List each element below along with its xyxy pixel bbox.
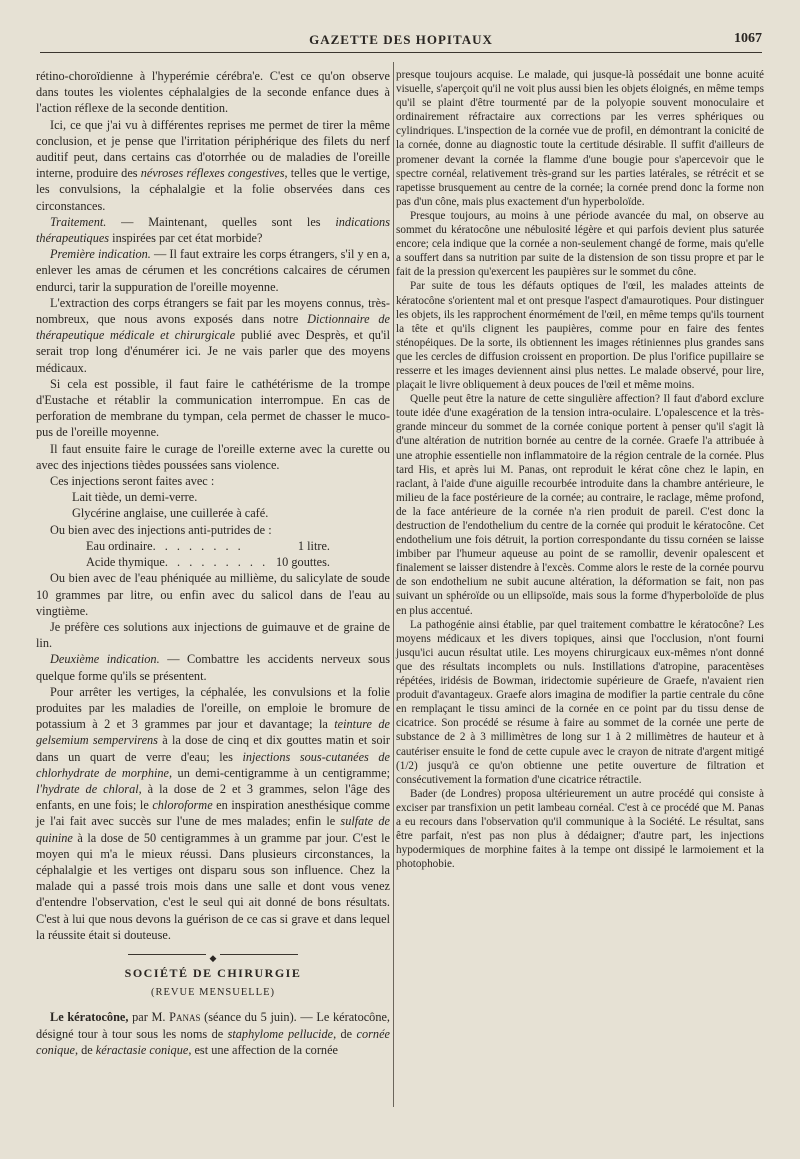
paragraph: Je préfère ces solutions aux injections de guimauve et de graine de lin. [36,619,390,651]
paragraph: Bader (de Londres) proposa ultérieurement un autre procédé qui consiste à exciser par transfixion un petit lambeau cornéal. C'est à ce procédé que M. Panas a eu recours dans l'observation qu'il communique à la Société. Le résultat, sans être parfait, n'est pas non plus à dédaigner; d'autre part, les injections hypodermiques de morphine faites à la tempe ont dissipé le larmoiement et la photophobie. [396,787,764,871]
section-separator: ◆ [128,949,298,959]
recipe-line: Glycérine anglaise, une cuillerée à café. [72,506,269,521]
paragraph: Il faut ensuite faire le curage de l'oreille externe avec la curette ou avec des injections tièdes poussées sans violence. [36,441,390,472]
page-number: 1067 [734,31,762,46]
right-column [396,68,764,871]
paragraph-second-indication: Deuxième indication. — Combattre les accidents nerveux sous quelque forme qu'ils se présentent. [36,652,390,683]
paragraph: Presque toujours, au moins à une période avancée du mal, on observe au sommet du kératocône une nébulosité légère et qui parfois devient plus saturée encore; cela indique que la cornée a non-seulement changé de forme, mais qu'elle a souffert dans sa nutrition par suite de la distension de son tissu propre et par le fait de la pression qu'exercent les paupières sur le sommet du cône. [396,209,764,279]
paragraph-first-indication: Première indication. — Il faut extraire les corps étrangers, s'il y en a, enlever les amas de cérumen et les concrétions calcaires de cérumen endurci, tarir la suppuration de l'oreille moyenne. [36,247,391,294]
paragraph: Ici, ce que j'ai vu à différentes reprises me permet de tirer la même conclusion, et je pense que l'irritation périphérique des filets du nerf auditif peut, dans certains cas d'otorrhée ou de maladies de l'oreille interne, produire des névroses réflexes congestives, telles que le vertige, les convulsions, la céphalalgie et la folie observées dans ces circonstances. [36,117,390,213]
section-subtitle: (REVUE MENSUELLE) [150,987,276,999]
paragraph: Si cela est possible, il faut faire le cathétérisme de la trompe d'Eustache et rétablir la communication interrompue. En cas de perforation de membrane du tympan, cela permet de chasser le muco-pus de l'oreille moyenne. [36,376,390,440]
section-title: SOCIÉTÉ DE CHIRURGIE [124,965,302,980]
paragraph: rétino-choroïdienne à l'hyperémie cérébra'e. C'est ce qu'on observe dans toutes les violentes céphalalgies de la seconde enfance dues à l'action réflexe de la seconde dentition. [36,69,390,116]
paragraph: Quelle peut être la nature de cette singulière affection? Il faut d'abord exclure toute idée d'une exagération de la tension intra-oculaire. L'opalescence et la très-grande minceur du sommet de la cornée conique portent à penser qu'il s'agit là d'une altération de nutrition bornée au centre de la cornée. Graefe l'a attribuée à une atrophie essentielle non inflammatoire de la région centrale de la cornée. Plus tard His, et après lui M. Panas, ont reproduit le kérat cône chez le lapin, en raclant, à l'aide d'une aiguille recourbée introduite dans la chambre antérieure, le milieu de la face postérieure de la cornée; au contraire, le raclage, même profond, de la face antérieure de la cornée n'a rien produit de pareil. C'est donc la destruction de l'endothelium du centre de la cornée qui produit le kératocône. Cet endothelium une fois détruit, la portion correspondante du tissu cornéen se laisse imbiber par l'humeur aqueuse au point de se ramollir, devenir opalescent et finalement se laisser distendre à l'excès. Comme alors le reste de la cornée pourvu de son endothelium ne subit aucune altération, la déformation se fait, non pas suivant un sphéroïde ou un ellipsoïde, mais sous la forme d'hyperboloïde de plus en plus accentué. [396,393,764,617]
paragraph-keratocone: Le kératocône, par M. Panas (séance du 5 juin). — Le kératocône, désigné tour à tour sous les noms de staphylome pellucide, de cornée conique, de kéractasie conique, est une affection de la cornée [36,1010,391,1057]
page-header [40,30,762,53]
recipe-line: Lait tiède, un demi-verre. [72,490,198,505]
paragraph: La pathogénie ainsi établie, par quel traitement combattre le kératocône? Les moyens médicaux et les divers topiques, ainsi que l'occlusion, n'ont fourni jusqu'ici aucun résultat utile. Les moyens chirurgicaux eux-mêmes n'ont donné que des résultats incomplets ou nuls. Instillations d'atropine, paracentèses répétées, iridésis de Bowman, iridectomie supérieure de Graefe, n'avaient rien produit d'avantageux. Graefe alors imagina de modifier la partie centrale du cône en remplaçant le tissu aminci de la cornée en ce point par du tissu dense de cicatrice. Son procédé se résume à faire au sommet de la cornée une perte de substance de 2 à 3 millimètres de long sur 1 à 2 millimètres de hauteur et à cautériser ensuite le fond de cette cupule avec le crayon de nitrate d'argent mitigé (1/2) jusqu'à ce qu'on obtienne une petite ouverture de filtration et consécutivement la formation d'une cicatrice rétractile. [396,618,764,786]
paragraph: presque toujours acquise. Le malade, qui jusque-là possédait une bonne acuité visuelle, s'aperçoit qu'il ne voit plus aussi bien les objets éloignés, en même temps qu'il se plaint d'être tourmenté par de la polyopie souvent monoculaire et ordinairement réfractaire aux corrections par les verres sphériques ou cylindriques. L'inspection de la cornée vue de profil, en démontrant la conicité de la cornée, donne au diagnostic toute la certitude désirable. Il suffit d'ailleurs de promener devant la cornée la flamme d'une bougie pour s'apercevoir que le spectre cornéal, relativement très-grand sur les parties latérales, se rétrécit et se rapetisse brusquement au centre de la cornée; la cornée prend donc la forme non pas d'un cône, mais plus exactement d'un hyperboloïde. [396,69,764,208]
running-title: GAZETTE DES HOPITAUX [309,32,493,47]
recipe-row: Eau ordinaire . . . . . . . . 1 litre. [86,538,330,553]
recipe-row: Acide thymique . . . . . . . . . 10 gouttes. [86,555,330,570]
paragraph: Par suite de tous les défauts optiques de l'œil, les malades atteints de kératocône s'orientent mal et ont presque l'aspect d'amaurotiques. Pour distinguer les objets, ils les rapprochent énormément de l'œil, en même temps qu'ils tournent la tête et qu'ils clignent les paupières, comme pour en faire des fentes sténopéiques. De la sorte, ils obtiennent les images rétiniennes plus grandes sans que les cercles de diffusion croissent en proportion. De plus l'orifice pupillaire se resserre et les images deviennent ainsi plus nettes. Le malade observé, pour lire, plaçait le livre obliquement à deux pouces de l'œil et même moins. [396,280,764,392]
column-divider [393,62,394,1107]
paragraph-treatment: Traitement. — Maintenant, quelles sont les indications thérapeutiques inspirées par cet état morbide? [36,214,390,246]
paragraph: L'extraction des corps étrangers se fait par les moyens connus, très-nombreux, que nous avons exposés dans notre Dictionnaire de thérapeutique médicale et chirurgicale publié avec Desprès, et qu'il serait trop long d'énumérer ici. Je ne vais parler que des moyens médicaux. [36,295,390,375]
paragraph: Ou bien avec des injections anti-putrides de : [50,522,272,537]
paragraph: Ces injections seront faites avec : [50,474,215,489]
paragraph: Ou bien avec de l'eau phéniquée au millième, du salicylate de soude 10 grammes par litre, ou enfin avec du salicol dans de l'eau au vingtième. [36,571,390,618]
left-column [36,68,390,1058]
paragraph: Pour arrêter les vertiges, la céphalée, les convulsions et la folie produites par les maladies de l'oreille, on emploie le bromure de potassium à 2 et 3 grammes par jour et davantage; la teinture de gelsemium sempervirens à la dose de cinq et dix gouttes matin et soir dans un quart de verre d'eau; les injections sous-cutanées de chlorhydrate de morphine, un demi-centigramme à un centigramme; l'hydrate de chloral, à la dose de 2 et 3 grammes, selon l'âge des enfants, en une fois; le chloroforme en inspiration anesthésique comme je l'ai fait avec succès sur l'une de mes malades; enfin le sulfate de quinine à la dose de 50 centigrammes à un gramme par jour. C'est le moyen qui m'a le mieux réussi. Dans plusieurs circonstances, la céphalalgie et les vertiges ont disparu sous son influence. Chez la malade qui a passé trois mois dans une salle et dont vous venez d'entendre l'observation, c'est le seul qui ait donné de bons résultats. C'est à lui que nous devons la guérison de ce cas si grave et dans lequel la réussite était si douteuse. [36,684,391,942]
